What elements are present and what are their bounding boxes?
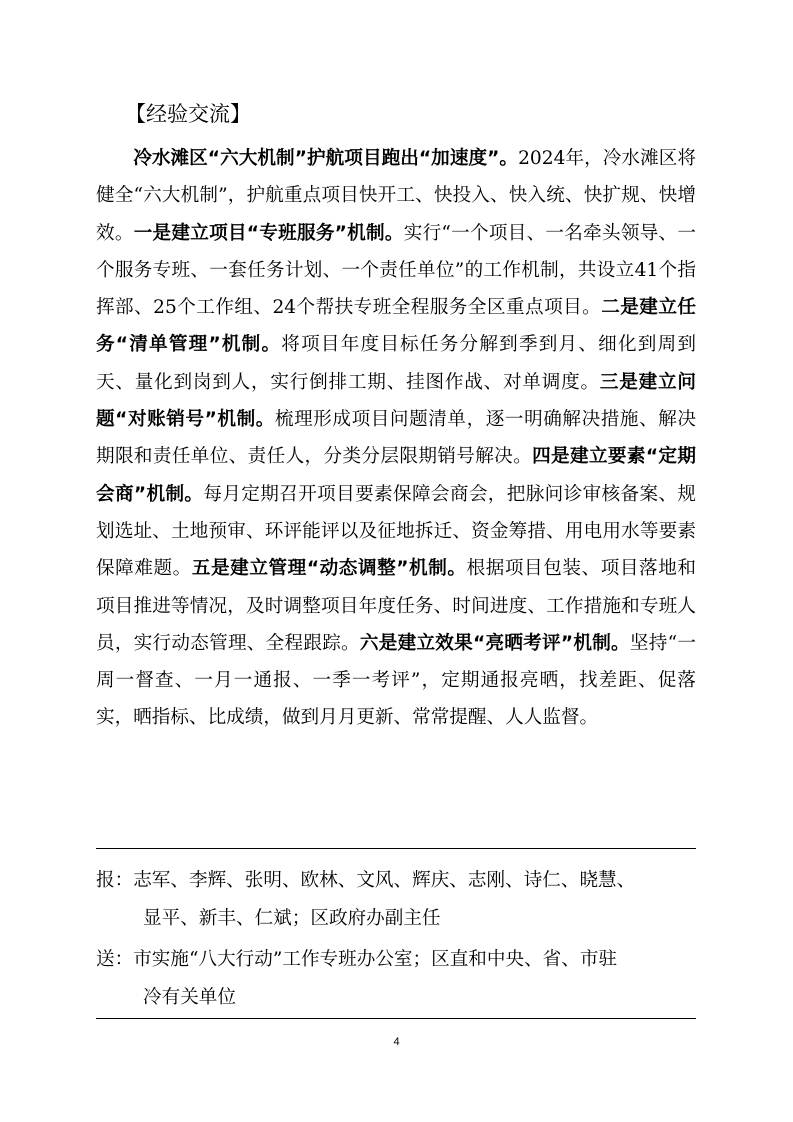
report-recipients-2: 显平、新丰、仁斌；区政府办副主任: [143, 907, 441, 929]
mechanism-4-heading: 四是建立要素“定期会商”机制。: [96, 446, 696, 505]
report-line-1: [96, 862, 696, 900]
article-paragraph: [96, 140, 696, 737]
mechanism-1-text: 实行“一个项目、一名牵头领导、一个服务专班、一套任务计划、一个责任单位”的工作机制，共设立41个指挥部、25个工作组、24个帮扶专班全程服务全区重点项目。: [96, 222, 696, 319]
mechanism-6-heading: 六是建立效果“亮晒考评”机制。: [359, 632, 630, 654]
mechanism-5-text: 根据项目包装、项目落地和项目推进等情况，及时调整项目年度任务、时间进度、工作措施和专班人员，实行动态管理、全程跟踪。: [96, 558, 696, 654]
send-recipients-2: 冷有关单位: [143, 986, 236, 1008]
report-recipients-1: 志军、李辉、张明、欧林、文风、辉庆、志刚、诗仁、晓慧、: [133, 870, 636, 891]
send-to-block: [96, 941, 696, 1016]
article-headline: 冷水滩区“六大机制”护航项目跑出“加速度”。: [133, 148, 519, 169]
mechanism-6-text: 坚持“一周一督查、一月一通报、一季一考评”，定期通报亮晒，找差距、促落实，晒指标、比成绩，做到月月更新、常常提醒、人人监督。: [96, 632, 696, 729]
send-line-1: [96, 941, 696, 979]
mechanism-1-heading: 一是建立项目“专班服务”机制。: [133, 222, 404, 244]
report-to-block: [96, 862, 696, 937]
divider-top: [96, 848, 696, 849]
article-intro: 2024年，冷水滩区将健全“六大机制”，护航重点项目快开工、快投入、快入统、快扩规、快增效。: [96, 148, 696, 244]
page-number: 4: [393, 1036, 400, 1048]
divider-bottom: [96, 1018, 696, 1019]
mechanism-3-text: 梳理形成项目问题清单，逐一明确解决措施、解决期限和责任单位、责任人，分类分层限期销号解决。: [96, 409, 696, 468]
article-body: [96, 140, 696, 737]
mechanism-4-text: 每月定期召开项目要素保障会商会，把脉问诊审核备案、规划选址、土地预审、环评能评以及征地拆迁、资金筹措、用电用水等要素保障难题。: [96, 483, 696, 580]
mechanism-2-text: 将项目年度目标任务分解到季到月、细化到周到天、量化到岗到人，实行倒排工期、挂图作战、对单调度。: [96, 334, 696, 393]
mechanism-3-heading: 三是建立问题“对账销号”机制。: [96, 371, 696, 431]
section-title: 【经验交流】: [125, 102, 251, 126]
report-label: 报：: [96, 870, 134, 891]
send-recipients-1: 市实施“八大行动”工作专班办公室；区直和中央、省、市驻: [133, 949, 618, 970]
mechanism-2-heading: 二是建立任务“清单管理”机制。: [96, 297, 696, 356]
mechanism-5-heading: 五是建立管理“动态调整”机制。: [191, 558, 467, 580]
send-label: 送：: [96, 949, 134, 970]
